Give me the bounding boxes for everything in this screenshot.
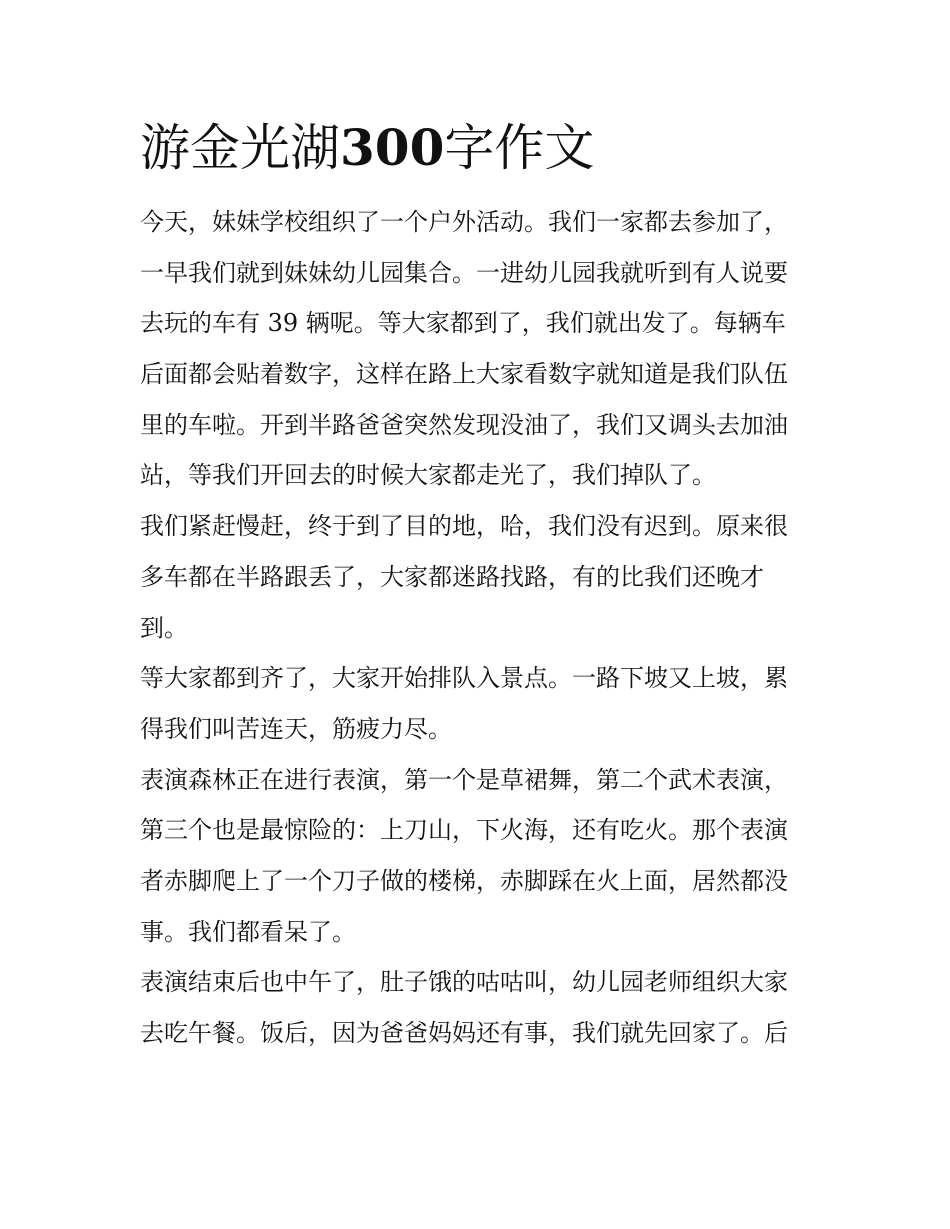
paragraph-1	[140, 197, 820, 501]
text-line: 去玩的车有 39 辆呢。等大家都到了，我们就出发了。每辆车	[140, 309, 786, 338]
text-line: 得我们叫苦连天，筋疲力尽。	[140, 714, 452, 743]
text-line: 表演结束后也中午了，肚子饿的咕咕叫，幼儿园老师组织大家	[140, 968, 788, 997]
paragraph-5	[140, 957, 820, 1058]
text-line: 多车都在半路跟丢了，大家都迷路找路，有的比我们还晚才	[140, 562, 764, 591]
text-line: 等大家都到齐了，大家开始排队入景点。一路下坡又上坡，累	[140, 664, 788, 693]
text-line: 到。	[140, 613, 188, 642]
paragraph-3	[140, 653, 820, 754]
text-line: 一早我们就到妹妹幼儿园集合。一进幼儿园我就听到有人说要	[140, 258, 788, 287]
page-title	[140, 118, 594, 178]
text-line: 事。我们都看呆了。	[140, 917, 356, 946]
text-line: 里的车啦。开到半路爸爸突然发现没油了，我们又调头去加油	[140, 410, 788, 439]
text-line: 我们紧赶慢赶，终于到了目的地，哈，我们没有迟到。原来很	[140, 512, 788, 541]
text-line: 去吃午餐。饭后，因为爸爸妈妈还有事，我们就先回家了。后	[140, 1019, 788, 1047]
title-number: 300	[340, 118, 445, 177]
title-suffix: 字作文	[444, 119, 595, 177]
text-line: 第三个也是最惊险的：上刀山，下火海，还有吃火。那个表演	[140, 816, 788, 845]
text-line: 今天，妹妹学校组织了一个户外活动。我们一家都去参加了，	[140, 208, 788, 236]
title-prefix: 游金光湖	[140, 119, 340, 177]
text-line: 后面都会贴着数字，这样在路上大家看数字就知道是我们队伍	[140, 360, 788, 389]
essay-body	[140, 197, 820, 1059]
text-line: 表演森林正在进行表演，第一个是草裙舞，第二个武术表演，	[140, 765, 788, 794]
text-line: 站，等我们开回去的时候大家都走光了，我们掉队了。	[140, 461, 716, 490]
paragraph-4	[140, 755, 820, 958]
text-line: 者赤脚爬上了一个刀子做的楼梯，赤脚踩在火上面，居然都没	[140, 866, 788, 895]
paragraph-2	[140, 501, 820, 653]
